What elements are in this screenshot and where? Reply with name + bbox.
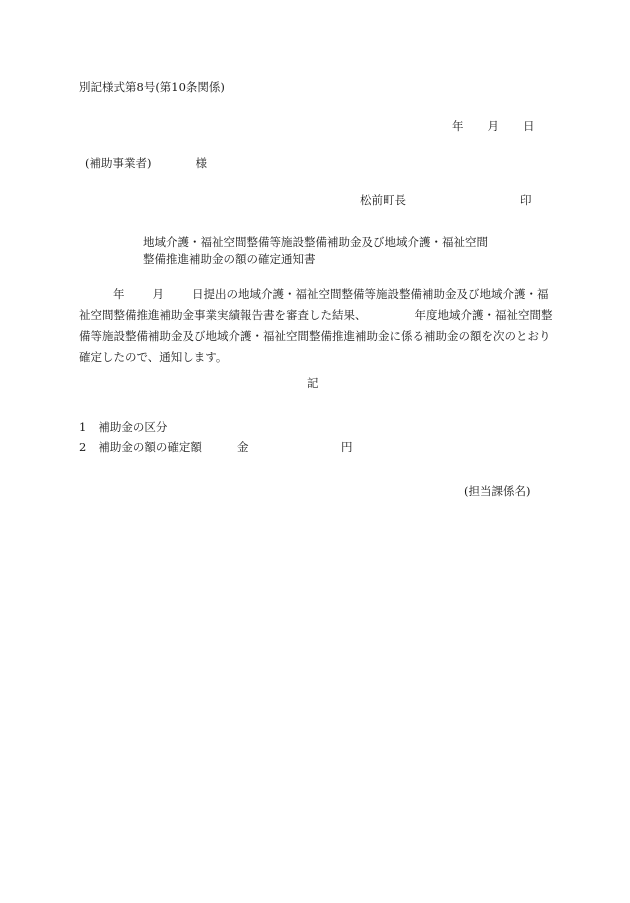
document-title-line1: 地域介護・福祉空間整備等施設整備補助金及び地域介護・福祉空間	[143, 235, 488, 249]
issuer-name: 松前町長	[360, 193, 406, 207]
addressee-honorific: 様	[195, 156, 207, 170]
form-number: 別記様式第8号(第10条関係)	[79, 80, 225, 94]
document-title-line2: 整備推進補助金の額の確定通知書	[143, 252, 316, 266]
item-2-yen: 円	[341, 440, 353, 454]
date-line	[452, 121, 535, 133]
date-month: 月	[487, 119, 499, 133]
body-month: 月	[152, 287, 164, 301]
item-2-number: 2	[79, 440, 87, 454]
date-year: 年	[452, 119, 464, 133]
item-2-kin: 金	[237, 440, 249, 454]
body-paragraph	[79, 284, 553, 368]
addressee	[85, 158, 207, 170]
item-2	[79, 442, 202, 454]
body-part2: 年度地域介護・福祉空間整備等施設整備補助金及び地域介護・福祉空間整備推進補助金に係る補助金の額を次のとおり確定したので、通知します。	[79, 308, 553, 364]
item-1-number: 1	[79, 420, 87, 434]
body-part1: 日提出の地域介護・福祉空間整備等施設整備補助金及び地域介護・福祉空間整備推進補助金事業実績報告書を審査した結果、	[79, 287, 549, 322]
item-1-label: 補助金の区分	[98, 420, 168, 434]
item-1	[79, 422, 167, 434]
contact-section: (担当課係名)	[464, 484, 531, 498]
body-year: 年	[113, 287, 125, 301]
ki-heading: 記	[307, 376, 319, 390]
date-day: 日	[523, 119, 535, 133]
issuer-seal: 印	[520, 193, 532, 207]
item-2-label: 補助金の額の確定額	[98, 440, 202, 454]
addressee-name: (補助事業者)	[85, 156, 152, 170]
